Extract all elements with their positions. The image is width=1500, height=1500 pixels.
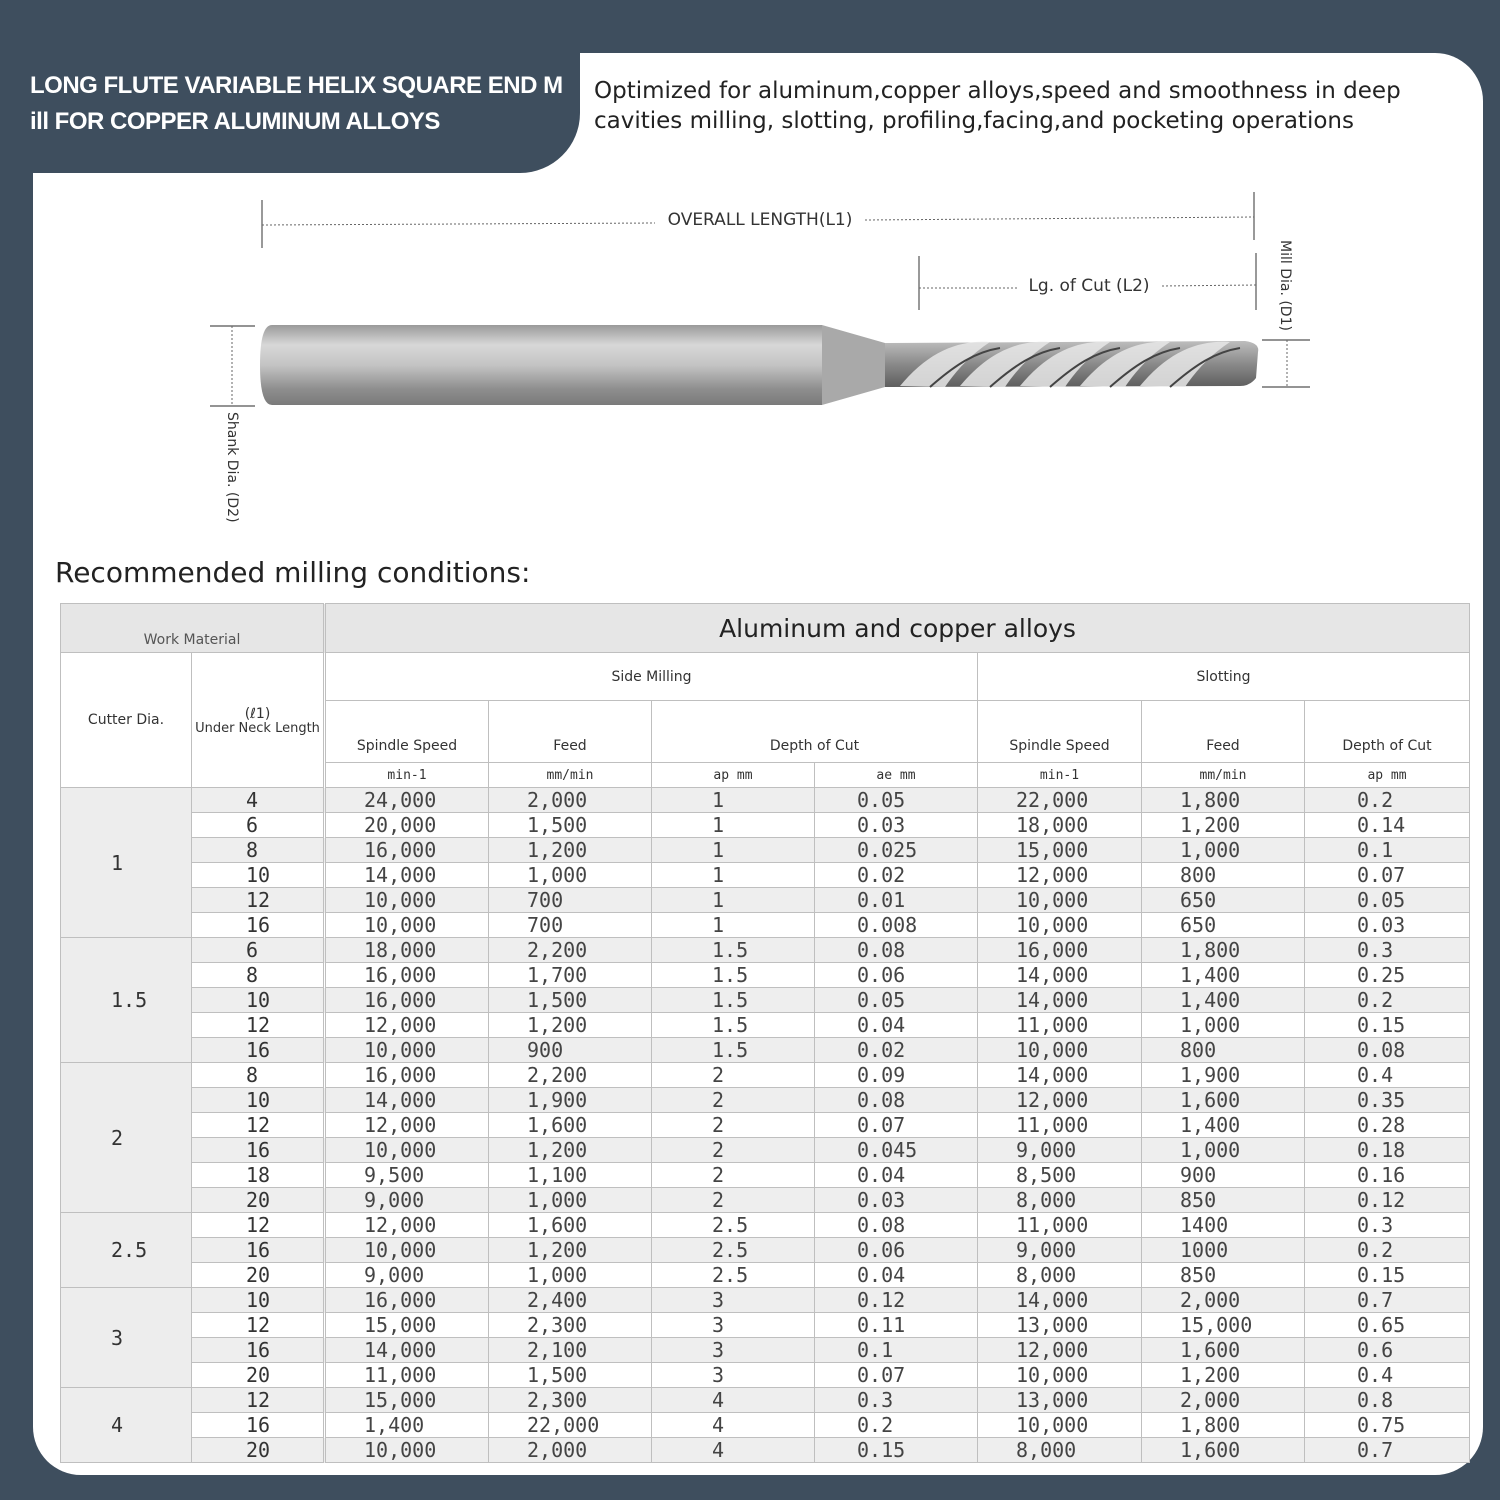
side-depth-ap-cell: 2.5 <box>652 1238 815 1263</box>
under-neck-length-cell: 10 <box>192 863 325 888</box>
side-depth-ap-cell: 4 <box>652 1438 815 1463</box>
under-neck-length-cell: 16 <box>192 1238 325 1263</box>
under-neck-length-cell: 10 <box>192 988 325 1013</box>
side-feed-cell: 2,400 <box>489 1288 652 1313</box>
slotting-header: Slotting <box>978 653 1470 701</box>
slot-spindle-speed-cell: 12,000 <box>978 863 1142 888</box>
under-neck-length-cell: 6 <box>192 938 325 963</box>
slot-spindle-speed-cell: 16,000 <box>978 938 1142 963</box>
side-spindle-speed-cell: 9,000 <box>325 1263 489 1288</box>
table-row <box>61 1188 1470 1213</box>
slot-feed-cell: 1,900 <box>1142 1063 1305 1088</box>
side-depth-ap-cell: 3 <box>652 1313 815 1338</box>
side-spindle-speed-cell: 18,000 <box>325 938 489 963</box>
side-feed-cell: 700 <box>489 913 652 938</box>
table-row <box>61 1038 1470 1063</box>
slot-feed-cell: 1,800 <box>1142 1413 1305 1438</box>
table-row <box>61 1088 1470 1113</box>
slot-depth-ap-cell: 0.4 <box>1305 1063 1470 1088</box>
side-feed-cell: 1,000 <box>489 1263 652 1288</box>
side-depth-ap-cell: 2 <box>652 1163 815 1188</box>
side-depth-ae-cell: 0.07 <box>815 1363 978 1388</box>
under-neck-header <box>192 653 325 788</box>
side-spindle-speed-cell: 10,000 <box>325 1038 489 1063</box>
unit-ap: ap mm <box>1305 763 1470 788</box>
side-depth-ae-cell: 0.02 <box>815 863 978 888</box>
side-depth-ap-cell: 2.5 <box>652 1263 815 1288</box>
side-depth-ap-cell: 2.5 <box>652 1213 815 1238</box>
side-depth-ap-cell: 3 <box>652 1363 815 1388</box>
under-neck-length-cell: 16 <box>192 1038 325 1063</box>
under-neck-length-cell: 8 <box>192 1063 325 1088</box>
shank-dia-label: Shank Dia. (D2) <box>224 412 240 523</box>
cutter-dia-header: Cutter Dia. <box>61 653 192 788</box>
slot-depth-ap-cell: 0.3 <box>1305 1213 1470 1238</box>
side-spindle-speed-cell: 16,000 <box>325 1288 489 1313</box>
side-feed-cell: 2,100 <box>489 1338 652 1363</box>
slot-spindle-speed-cell: 18,000 <box>978 813 1142 838</box>
side-feed-cell: 2,000 <box>489 788 652 813</box>
slot-feed-cell: 1,000 <box>1142 838 1305 863</box>
side-depth-ap-cell: 1 <box>652 838 815 863</box>
side-depth-ap-cell: 2 <box>652 1188 815 1213</box>
slot-depth-ap-cell: 0.16 <box>1305 1163 1470 1188</box>
conditions-body <box>61 788 1470 1463</box>
under-neck-length-cell: 10 <box>192 1088 325 1113</box>
length-of-cut-label: Lg. of Cut (L2) <box>1028 276 1150 296</box>
slot-depth-ap-cell: 0.15 <box>1305 1013 1470 1038</box>
slot-depth-ap-cell: 0.07 <box>1305 863 1470 888</box>
slot-depth-ap-cell: 0.35 <box>1305 1088 1470 1113</box>
under-neck-length-cell: 12 <box>192 1113 325 1138</box>
side-feed-cell: 1,600 <box>489 1113 652 1138</box>
table-row <box>61 863 1470 888</box>
slot-feed-cell: 1,200 <box>1142 1363 1305 1388</box>
slot-spindle-speed-cell: 14,000 <box>978 988 1142 1013</box>
side-depth-ap-cell: 2 <box>652 1138 815 1163</box>
side-spindle-speed-cell: 10,000 <box>325 1238 489 1263</box>
side-depth-ae-cell: 0.05 <box>815 788 978 813</box>
side-spindle-speed-cell: 11,000 <box>325 1363 489 1388</box>
slot-depth-header: Depth of Cut <box>1305 701 1470 763</box>
slot-depth-ap-cell: 0.2 <box>1305 1238 1470 1263</box>
slot-feed-cell: 1,400 <box>1142 988 1305 1013</box>
slot-depth-ap-cell: 0.7 <box>1305 1288 1470 1313</box>
slot-depth-ap-cell: 0.7 <box>1305 1438 1470 1463</box>
side-depth-ae-cell: 0.04 <box>815 1263 978 1288</box>
side-depth-ae-cell: 0.05 <box>815 988 978 1013</box>
table-row <box>61 888 1470 913</box>
slot-depth-ap-cell: 0.3 <box>1305 938 1470 963</box>
table-row <box>61 1138 1470 1163</box>
side-feed-cell: 1,200 <box>489 838 652 863</box>
side-depth-ae-cell: 0.02 <box>815 1038 978 1063</box>
slot-depth-ap-cell: 0.14 <box>1305 813 1470 838</box>
table-row <box>61 938 1470 963</box>
under-neck-length-cell: 8 <box>192 963 325 988</box>
side-spindle-speed-cell: 14,000 <box>325 1088 489 1113</box>
table-row <box>61 963 1470 988</box>
under-neck-length-cell: 20 <box>192 1263 325 1288</box>
side-feed-cell: 900 <box>489 1038 652 1063</box>
slot-feed-cell: 1,200 <box>1142 813 1305 838</box>
side-feed-cell: 22,000 <box>489 1413 652 1438</box>
under-neck-length-cell: 12 <box>192 888 325 913</box>
unit-speed: min-1 <box>325 763 489 788</box>
under-neck-length-cell: 20 <box>192 1188 325 1213</box>
side-depth-ap-cell: 1.5 <box>652 1013 815 1038</box>
product-description: Optimized for aluminum,copper alloys,speed and smoothness in deep cavities milling, slotting, profiling,facing,and pocketing operations <box>594 78 1401 134</box>
side-depth-ap-cell: 3 <box>652 1338 815 1363</box>
side-depth-ap-cell: 1 <box>652 813 815 838</box>
side-depth-ae-cell: 0.03 <box>815 1188 978 1213</box>
slot-spindle-speed-cell: 8,000 <box>978 1263 1142 1288</box>
side-spindle-speed-cell: 15,000 <box>325 1388 489 1413</box>
under-neck-length-cell: 6 <box>192 813 325 838</box>
slot-depth-ap-cell: 0.05 <box>1305 888 1470 913</box>
side-spindle-speed-cell: 20,000 <box>325 813 489 838</box>
slot-feed-cell: 1000 <box>1142 1238 1305 1263</box>
under-neck-length-cell: 12 <box>192 1213 325 1238</box>
slot-depth-ap-cell: 0.28 <box>1305 1113 1470 1138</box>
under-neck-length-cell: 12 <box>192 1013 325 1038</box>
slot-feed-cell: 1,000 <box>1142 1138 1305 1163</box>
cutter-dia-cell: 4 <box>61 1388 192 1463</box>
cutter-dia-cell: 3 <box>61 1288 192 1388</box>
slot-feed-cell: 1,400 <box>1142 963 1305 988</box>
material-header: Aluminum and copper alloys <box>325 604 1470 653</box>
slot-spindle-speed-cell: 10,000 <box>978 888 1142 913</box>
slot-spindle-speed-cell: 12,000 <box>978 1338 1142 1363</box>
table-row <box>61 1413 1470 1438</box>
under-neck-length-cell: 4 <box>192 788 325 813</box>
slot-feed-cell: 1,000 <box>1142 1013 1305 1038</box>
slot-depth-ap-cell: 0.18 <box>1305 1138 1470 1163</box>
under-neck-length-cell: 16 <box>192 913 325 938</box>
table-row <box>61 838 1470 863</box>
table-row <box>61 813 1470 838</box>
slot-spindle-speed-cell: 10,000 <box>978 1363 1142 1388</box>
cutter-dia-cell: 2 <box>61 1063 192 1213</box>
under-neck-length-cell: 16 <box>192 1338 325 1363</box>
table-row <box>61 1013 1470 1038</box>
side-spindle-speed-cell: 12,000 <box>325 1113 489 1138</box>
slot-feed-cell: 2,000 <box>1142 1388 1305 1413</box>
length-of-cut-dimension <box>919 253 1256 310</box>
side-depth-ap-cell: 4 <box>652 1413 815 1438</box>
side-feed-header: Feed <box>489 701 652 763</box>
slot-spindle-speed-cell: 13,000 <box>978 1388 1142 1413</box>
side-depth-ae-cell: 0.04 <box>815 1013 978 1038</box>
side-milling-header: Side Milling <box>325 653 978 701</box>
table-row <box>61 1213 1470 1238</box>
side-feed-cell: 2,000 <box>489 1438 652 1463</box>
side-spindle-speed-cell: 10,000 <box>325 1138 489 1163</box>
side-feed-cell: 1,000 <box>489 863 652 888</box>
table-row <box>61 1288 1470 1313</box>
side-feed-cell: 1,700 <box>489 963 652 988</box>
side-depth-ae-cell: 0.06 <box>815 1238 978 1263</box>
slot-spindle-speed-cell: 14,000 <box>978 963 1142 988</box>
slot-feed-header: Feed <box>1142 701 1305 763</box>
unit-ap: ap mm <box>652 763 815 788</box>
slot-spindle-speed-cell: 9,000 <box>978 1138 1142 1163</box>
table-row <box>61 913 1470 938</box>
side-feed-cell: 2,300 <box>489 1313 652 1338</box>
under-neck-length-cell: 16 <box>192 1138 325 1163</box>
side-spindle-speed-cell: 9,000 <box>325 1188 489 1213</box>
side-depth-header: Depth of Cut <box>652 701 978 763</box>
table-row <box>61 988 1470 1013</box>
side-depth-ap-cell: 1.5 <box>652 963 815 988</box>
side-feed-cell: 1,000 <box>489 1188 652 1213</box>
side-feed-cell: 1,200 <box>489 1138 652 1163</box>
table-row <box>61 1163 1470 1188</box>
slot-feed-cell: 650 <box>1142 913 1305 938</box>
side-spindle-speed-cell: 14,000 <box>325 1338 489 1363</box>
side-feed-cell: 1,500 <box>489 813 652 838</box>
under-neck-length-cell: 16 <box>192 1413 325 1438</box>
cutter-dia-cell: 2.5 <box>61 1213 192 1288</box>
unit-speed: min-1 <box>978 763 1142 788</box>
slot-feed-cell: 2,000 <box>1142 1288 1305 1313</box>
slot-depth-ap-cell: 0.2 <box>1305 788 1470 813</box>
slot-depth-ap-cell: 0.03 <box>1305 913 1470 938</box>
slot-depth-ap-cell: 0.2 <box>1305 988 1470 1013</box>
side-depth-ap-cell: 2 <box>652 1063 815 1088</box>
slot-spindle-speed-cell: 8,500 <box>978 1163 1142 1188</box>
under-neck-length-cell: 12 <box>192 1313 325 1338</box>
slot-depth-ap-cell: 0.6 <box>1305 1338 1470 1363</box>
slot-spindle-speed-cell: 9,000 <box>978 1238 1142 1263</box>
table-row <box>61 1063 1470 1088</box>
side-depth-ae-cell: 0.3 <box>815 1388 978 1413</box>
slot-spindle-speed-cell: 13,000 <box>978 1313 1142 1338</box>
under-neck-length-cell: 8 <box>192 838 325 863</box>
side-depth-ap-cell: 1 <box>652 863 815 888</box>
slot-depth-ap-cell: 0.08 <box>1305 1038 1470 1063</box>
side-spindle-speed-cell: 16,000 <box>325 988 489 1013</box>
side-spindle-speed-cell: 10,000 <box>325 1438 489 1463</box>
table-row <box>61 1363 1470 1388</box>
side-depth-ae-cell: 0.15 <box>815 1438 978 1463</box>
side-spindle-speed-cell: 14,000 <box>325 863 489 888</box>
side-depth-ae-cell: 0.04 <box>815 1163 978 1188</box>
milling-conditions-table <box>60 603 1470 1463</box>
slot-spindle-speed-header: Spindle Speed <box>978 701 1142 763</box>
under-neck-length-cell: 18 <box>192 1163 325 1188</box>
slot-feed-cell: 1,400 <box>1142 1113 1305 1138</box>
slot-spindle-speed-cell: 8,000 <box>978 1188 1142 1213</box>
table-row <box>61 1238 1470 1263</box>
side-spindle-speed-cell: 16,000 <box>325 963 489 988</box>
table-row <box>61 1388 1470 1413</box>
side-depth-ae-cell: 0.008 <box>815 913 978 938</box>
side-depth-ae-cell: 0.08 <box>815 938 978 963</box>
slot-feed-cell: 15,000 <box>1142 1313 1305 1338</box>
side-depth-ap-cell: 1 <box>652 913 815 938</box>
side-depth-ap-cell: 1.5 <box>652 938 815 963</box>
mill-dia-label: Mill Dia. (D1) <box>1277 240 1293 331</box>
side-depth-ae-cell: 0.045 <box>815 1138 978 1163</box>
side-depth-ae-cell: 0.01 <box>815 888 978 913</box>
overall-length-label: OVERALL LENGTH(L1) <box>667 210 853 230</box>
side-depth-ae-cell: 0.08 <box>815 1213 978 1238</box>
slot-spindle-speed-cell: 12,000 <box>978 1088 1142 1113</box>
side-spindle-speed-cell: 12,000 <box>325 1213 489 1238</box>
slot-spindle-speed-cell: 14,000 <box>978 1288 1142 1313</box>
slot-spindle-speed-cell: 8,000 <box>978 1438 1142 1463</box>
table-row <box>61 1338 1470 1363</box>
end-mill-image <box>260 325 1258 405</box>
table-row <box>61 788 1470 813</box>
side-spindle-speed-cell: 10,000 <box>325 913 489 938</box>
slot-depth-ap-cell: 0.25 <box>1305 963 1470 988</box>
slot-feed-cell: 1400 <box>1142 1213 1305 1238</box>
slot-feed-cell: 850 <box>1142 1188 1305 1213</box>
side-spindle-speed-cell: 10,000 <box>325 888 489 913</box>
product-title: LONG FLUTE VARIABLE HELIX SQUARE END M ill FOR COPPER ALUMINUM ALLOYS <box>30 72 563 135</box>
side-spindle-speed-cell: 16,000 <box>325 838 489 863</box>
side-depth-ae-cell: 0.2 <box>815 1413 978 1438</box>
under-neck-length-cell: 10 <box>192 1288 325 1313</box>
side-feed-cell: 2,200 <box>489 938 652 963</box>
side-depth-ae-cell: 0.09 <box>815 1063 978 1088</box>
slot-feed-cell: 650 <box>1142 888 1305 913</box>
side-spindle-speed-cell: 16,000 <box>325 1063 489 1088</box>
slot-depth-ap-cell: 0.75 <box>1305 1413 1470 1438</box>
unit-feed: mm/min <box>489 763 652 788</box>
table-row <box>61 1113 1470 1138</box>
side-feed-cell: 2,200 <box>489 1063 652 1088</box>
side-depth-ap-cell: 4 <box>652 1388 815 1413</box>
side-depth-ap-cell: 2 <box>652 1088 815 1113</box>
side-spindle-speed-cell: 1,400 <box>325 1413 489 1438</box>
side-depth-ae-cell: 0.1 <box>815 1338 978 1363</box>
side-depth-ap-cell: 1.5 <box>652 988 815 1013</box>
side-feed-cell: 1,200 <box>489 1238 652 1263</box>
side-feed-cell: 1,100 <box>489 1163 652 1188</box>
work-material-header: Work Material <box>61 604 325 653</box>
slot-feed-cell: 1,600 <box>1142 1338 1305 1363</box>
side-depth-ae-cell: 0.025 <box>815 838 978 863</box>
slot-depth-ap-cell: 0.15 <box>1305 1263 1470 1288</box>
cutter-dia-cell: 1.5 <box>61 938 192 1063</box>
side-feed-cell: 700 <box>489 888 652 913</box>
slot-spindle-speed-cell: 15,000 <box>978 838 1142 863</box>
side-depth-ap-cell: 1.5 <box>652 1038 815 1063</box>
slot-depth-ap-cell: 0.8 <box>1305 1388 1470 1413</box>
side-depth-ae-cell: 0.03 <box>815 813 978 838</box>
slot-depth-ap-cell: 0.12 <box>1305 1188 1470 1213</box>
overall-length-dimension <box>262 192 1254 248</box>
side-feed-cell: 1,200 <box>489 1013 652 1038</box>
slot-spindle-speed-cell: 10,000 <box>978 1413 1142 1438</box>
side-spindle-speed-cell: 9,500 <box>325 1163 489 1188</box>
slot-spindle-speed-cell: 10,000 <box>978 913 1142 938</box>
side-feed-cell: 2,300 <box>489 1388 652 1413</box>
side-spindle-speed-cell: 12,000 <box>325 1013 489 1038</box>
slot-feed-cell: 1,600 <box>1142 1088 1305 1113</box>
slot-feed-cell: 800 <box>1142 863 1305 888</box>
slot-depth-ap-cell: 0.65 <box>1305 1313 1470 1338</box>
slot-spindle-speed-cell: 14,000 <box>978 1063 1142 1088</box>
slot-spindle-speed-cell: 22,000 <box>978 788 1142 813</box>
slot-feed-cell: 850 <box>1142 1263 1305 1288</box>
side-depth-ae-cell: 0.08 <box>815 1088 978 1113</box>
side-spindle-speed-cell: 15,000 <box>325 1313 489 1338</box>
side-spindle-speed-header: Spindle Speed <box>325 701 489 763</box>
mill-diameter-dimension <box>1262 240 1310 387</box>
under-neck-length-cell: 20 <box>192 1438 325 1463</box>
slot-depth-ap-cell: 0.1 <box>1305 838 1470 863</box>
slot-spindle-speed-cell: 11,000 <box>978 1113 1142 1138</box>
slot-feed-cell: 1,800 <box>1142 788 1305 813</box>
slot-spindle-speed-cell: 11,000 <box>978 1013 1142 1038</box>
side-feed-cell: 1,500 <box>489 988 652 1013</box>
cutter-dia-cell: 1 <box>61 788 192 938</box>
side-spindle-speed-cell: 24,000 <box>325 788 489 813</box>
table-row <box>61 1313 1470 1338</box>
side-depth-ae-cell: 0.07 <box>815 1113 978 1138</box>
table-row <box>61 1263 1470 1288</box>
side-depth-ap-cell: 3 <box>652 1288 815 1313</box>
under-neck-length-cell: 20 <box>192 1363 325 1388</box>
side-feed-cell: 1,900 <box>489 1088 652 1113</box>
slot-feed-cell: 800 <box>1142 1038 1305 1063</box>
side-depth-ap-cell: 2 <box>652 1113 815 1138</box>
slot-spindle-speed-cell: 10,000 <box>978 1038 1142 1063</box>
side-feed-cell: 1,500 <box>489 1363 652 1388</box>
slot-depth-ap-cell: 0.4 <box>1305 1363 1470 1388</box>
side-depth-ae-cell: 0.12 <box>815 1288 978 1313</box>
side-depth-ae-cell: 0.06 <box>815 963 978 988</box>
side-depth-ae-cell: 0.11 <box>815 1313 978 1338</box>
slot-spindle-speed-cell: 11,000 <box>978 1213 1142 1238</box>
table-row <box>61 1438 1470 1463</box>
slot-feed-cell: 1,600 <box>1142 1438 1305 1463</box>
slot-feed-cell: 1,800 <box>1142 938 1305 963</box>
side-feed-cell: 1,600 <box>489 1213 652 1238</box>
slot-feed-cell: 900 <box>1142 1163 1305 1188</box>
under-neck-label: Under Neck Length <box>195 720 320 736</box>
side-depth-ap-cell: 1 <box>652 888 815 913</box>
unit-ae: ae mm <box>815 763 978 788</box>
under-neck-length-cell: 12 <box>192 1388 325 1413</box>
neck-symbol: (ℓ1) <box>244 705 271 722</box>
section-heading: Recommended milling conditions: <box>55 556 531 589</box>
shank-diameter-dimension <box>210 326 255 523</box>
side-depth-ap-cell: 1 <box>652 788 815 813</box>
end-mill-diagram <box>0 0 1500 560</box>
unit-feed: mm/min <box>1142 763 1305 788</box>
